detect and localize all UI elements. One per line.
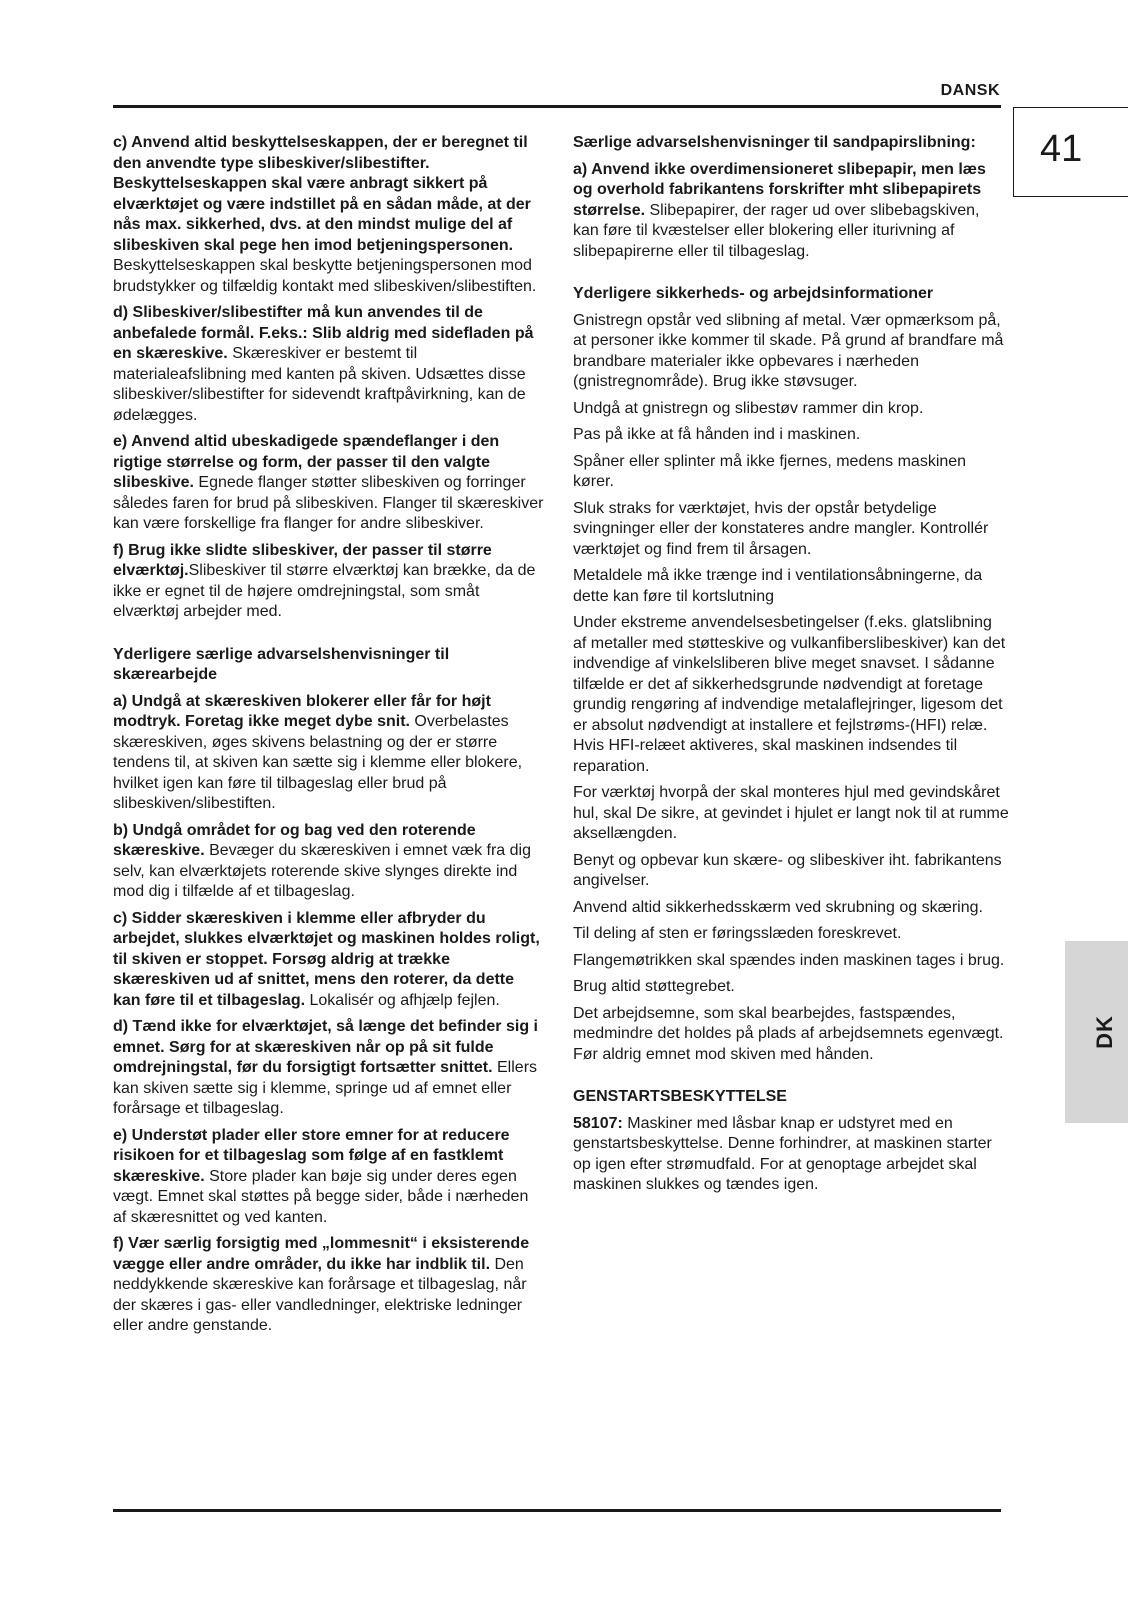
bottom-rule (113, 1509, 1001, 1512)
paragraph: Brug altid støttegrebet. (573, 978, 735, 995)
instruction-text: Slibepapirer, der rager ud over slibebagskiven, kan føre til kvæstelser eller blokering eller iturivning af slibepapirerne eller til tilbageslag. (573, 201, 980, 260)
instruction-bold: d) Tænd ikke for elværktøjet, så længe det befinder sig i emnet. Sørg for at skæreskiven når op på sit fulde omdrejningstal, før du forsigtigt fortsætter snittet. (113, 1018, 538, 1076)
paragraph: Flangemøtrikken skal spændes inden maskinen tages i brug. (573, 951, 1005, 969)
instruction-text: Lokalisér og afhjælp fejlen. (305, 991, 500, 1009)
instruction-bold: c) Anvend altid beskyttelseskappen, der er beregnet til den anvendte type slibeskiver/slibestifter. Beskyttelseskappen skal være anbragt sikkert på elværktøjet og være indstillet på en sådan måde, at der nås max. sikkerhed, dvs. at den mindst mulige del af slibeskiven skal pege hen imod betjeningspersonen. (113, 134, 531, 254)
language-side-tab (1065, 941, 1128, 1123)
paragraph: Undgå at gnistregn og slibestøv rammer din krop. (573, 399, 924, 417)
paragraph: Benyt og opbevar kun skære- og slibeskiver iht. fabrikantens angivelser. (573, 851, 1002, 889)
instruction-bold: a) Undgå at skæreskiven blokerer eller får for højt modtryk. Foretag ikke meget dybe snit. (113, 692, 491, 730)
language-header: DANSK (940, 82, 1000, 99)
instruction-text: Slibeskiver til større elværktøj kan brække, da de ikke er egnet til de højere omdrejningstal, som småt elværktøj arbejder med. (113, 562, 536, 620)
paragraph (113, 821, 545, 903)
section-heading: GENSTARTSBESKYTTELSE (573, 1088, 787, 1105)
top-rule (113, 105, 1001, 108)
instruction-text: Skæreskiver er bestemt til materialeafslibning med kanten på skiven. Udsættes disse slibeskiver/slibestifter for sidevendt kraftpåvirkning, kan de ødelægges. (113, 345, 526, 424)
instruction-text: Maskiner med låsbar knap er udstyret med en genstartsbeskyttelse. Denne forhindrer, at maskinen starter op igen efter strømudfald. For at genoptage arbejdet skal maskinen slukkes og tændes igen. (573, 1114, 992, 1193)
paragraph: Gnistregn opstår ved slibning af metal. Vær opmærksom på, at personer ikke kommer til skade. På grund af brandfare må brandbare materialer ikke opbevares i nærheden (gnistregnområde). Brug ikke støvsuger. (573, 311, 1004, 390)
left-column (113, 133, 545, 1343)
paragraph (113, 909, 545, 1012)
instruction-text: Beskyttelseskappen skal beskytte betjeningspersonen mod brudstykker og tilfældig kontakt med slibeskiven/slibestiften. (113, 257, 537, 295)
paragraph (113, 1234, 545, 1337)
instruction-text: Den neddykkende skæreskive kan forårsage et tilbageslag, når der skæres i gas- eller vandledninger, elektriske ledninger eller andre genstande. (113, 1255, 527, 1334)
paragraph: Det arbejdsemne, som skal bearbejdes, fastspændes, medmindre det holdes på plads af arbejdsemnets egenvægt. Før aldrig emnet mod skiven med hånden. (573, 1004, 1004, 1063)
section-heading: Yderligere sikkerheds- og arbejdsinformationer (573, 285, 934, 302)
instruction-text: Egnede flanger støtter slibeskiven og forringer således faren for brud på slibeskiven. Flanger til skæreskiver kan være forskellige fra flanger for andre slibeskiver. (113, 474, 544, 532)
instruction-bold: f) Brug ikke slidte slibeskiver, der passer til større elværktøj. (113, 541, 492, 579)
paragraph: Sluk straks for værktøjet, hvis der opstår betydelige svingninger eller der konstateres andre mangler. Kontrollér værktøjet og find frem til årsagen. (573, 499, 989, 558)
instruction-bold: c) Sidder skæreskiven i klemme eller afbryder du arbejdet, slukkes elværktøjet og maskinen holdes roligt, til skiven er stoppet. Forsøg aldrig at trække skæreskiven ud af snittet, mens den roterer, da dette kan føre til et tilbageslag. (113, 909, 540, 1009)
instruction-bold: a) Anvend ikke overdimensioneret slibepapir, men læs og overhold fabrikantens forskrifter mht slibepapirets størrelse. (573, 160, 986, 219)
paragraph (573, 160, 1009, 263)
instruction-text: Store plader kan bøje sig under deres egen vægt. Emnet skal støttes på begge sider, både i nærheden af skæresnittet og ved kanten. (113, 1167, 529, 1226)
language-side-tab-label: DK (1092, 1015, 1117, 1049)
instruction-bold: b) Undgå området for og bag ved den roterende skæreskive. (113, 821, 476, 859)
instruction-bold: e) Understøt plader eller store emner for at reducere risikoen for et tilbageslag som følge af en fastklemt skæreskive. (113, 1126, 510, 1185)
paragraph (113, 1126, 545, 1229)
paragraph: Pas på ikke at få hånden ind i maskinen. (573, 426, 861, 443)
right-column (573, 133, 1009, 1202)
paragraph (113, 432, 545, 535)
instruction-text: Bevæger du skæreskiven i emnet væk fra dig selv, kan elværktøjets roterende skive slynges direkte ind mod dig i tilfælde af et tilbageslag. (113, 842, 531, 900)
paragraph (113, 133, 545, 297)
page-number: 41 (1040, 128, 1083, 170)
instruction-bold: d) Slibeskiver/slibestifter må kun anvendes til de anbefalede formål. F.eks.: Slib aldrig med sidefladen på en skæreskive. (113, 304, 534, 362)
instruction-bold: 58107: (573, 1114, 623, 1132)
paragraph: Under ekstreme anvendelsesbetingelser (f.eks. glatslibning af metaller med støtteskive og vulkanfiberslibeskiver) kan det indvendige af vinkelsliberen blive meget snavset. I sådanne tilfælde er det af sikkerhedsgrunde nødvendigt at foretage grundig rengøring af indvendige metalaflejringer, ligesom det er absolut nødvendigt at installere et fejlstrøms-(HFI) relæ. Hvis HFI-relæet aktiveres, skal maskinen indsendes til reparation. (573, 614, 1006, 775)
paragraph (113, 303, 545, 426)
instruction-text: Overbelastes skæreskiven, øges skivens belastning og der er større tendens til, at skiven kan sætte sig i klemme eller blokere, hvilket igen kan føre til tilbageslag eller brud på slibeskiven/slibestiften. (113, 713, 523, 812)
instruction-bold: e) Anvend altid ubeskadigede spændeflanger i den rigtige størrelse og form, der passer til den valgte slibeskive. (113, 433, 500, 491)
instruction-text: Ellers kan skiven sætte sig i klemme, springe ud af emnet eller forårsage et tilbageslag. (113, 1059, 538, 1117)
paragraph (573, 1114, 1009, 1196)
section-heading: Særlige advarselshenvisninger til sandpapirslibning: (573, 134, 976, 151)
paragraph (113, 541, 545, 623)
paragraph: Til deling af sten er føringsslæden foreskrevet. (573, 925, 902, 942)
paragraph (113, 692, 545, 815)
paragraph: Anvend altid sikkerhedsskærm ved skrubning og skæring. (573, 898, 983, 916)
paragraph: For værktøj hvorpå der skal monteres hjul med gevindskåret hul, skal De sikre, at gevindet i hjulet er langt nok til at rumme aksellængden. (573, 784, 1009, 842)
section-heading: Yderligere særlige advarselshenvisninger til skærearbejde (113, 645, 450, 683)
instruction-bold: f) Vær særlig forsigtig med „lommesnit“ i eksisterende vægge eller andre områder, du ikke har indblik til. (113, 1235, 530, 1273)
paragraph: Spåner eller splinter må ikke fjernes, medens maskinen kører. (573, 452, 967, 490)
paragraph (113, 1017, 545, 1120)
paragraph: Metaldele må ikke trænge ind i ventilationsåbningerne, da dette kan føre til kortslutning (573, 567, 983, 605)
